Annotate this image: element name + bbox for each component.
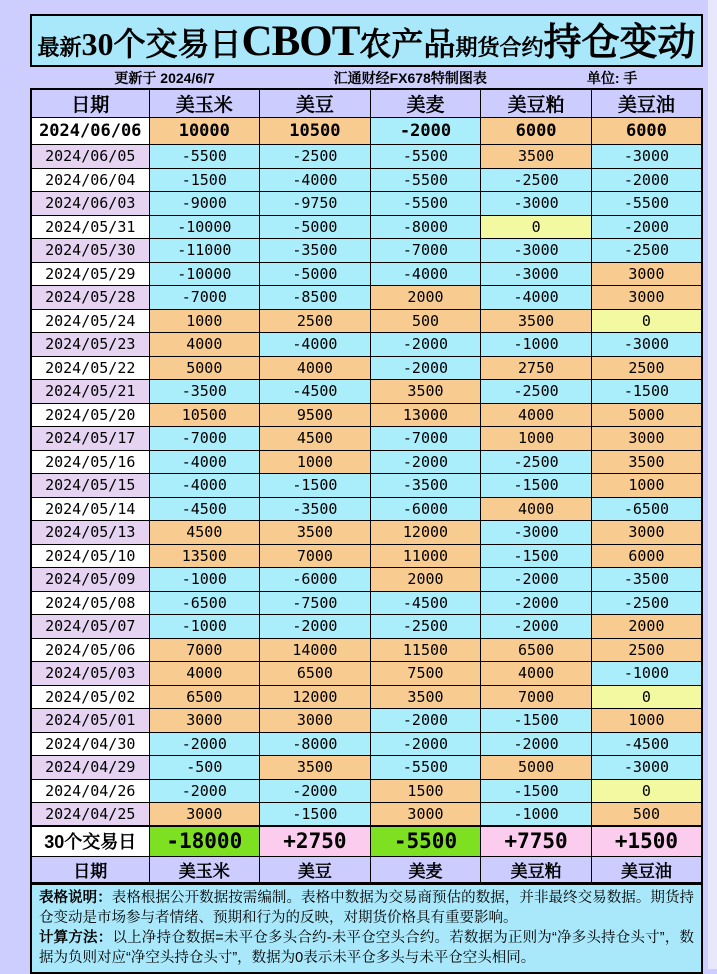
title-part: 农产品 [359,26,456,62]
footer-column-header-date: 日期 [31,856,149,883]
table-row [31,215,702,239]
value-cell: -7000 [149,427,260,451]
value-cell: 3500 [481,309,592,333]
value-cell: 2500 [591,638,702,662]
table-row [31,118,702,145]
date-cell: 2024/05/20 [31,403,149,427]
value-cell: -1000 [149,568,260,592]
value-cell: 4000 [149,333,260,357]
date-cell: 2024/05/06 [31,638,149,662]
value-cell: 3000 [149,803,260,827]
date-cell: 2024/06/03 [31,192,149,216]
date-cell: 2024/05/29 [31,262,149,286]
value-cell: -2000 [260,615,371,639]
value-cell: -10000 [149,262,260,286]
value-cell: -2500 [481,450,592,474]
value-cell: -2000 [260,779,371,803]
value-cell: 6000 [591,118,702,145]
value-cell: 6000 [591,544,702,568]
value-cell: 1000 [481,427,592,451]
date-cell: 2024/05/17 [31,427,149,451]
value-cell: -2500 [591,591,702,615]
updated-label: 更新于 2024/6/7 [114,69,215,86]
value-cell: 10500 [149,403,260,427]
value-cell: 4000 [481,662,592,686]
summary-value-cell: -18000 [149,826,260,856]
table-row [31,685,702,709]
value-cell: -500 [149,756,260,780]
positions-table [30,88,703,884]
header-row [31,89,702,118]
value-cell: 12000 [370,521,481,545]
subtitle-row [30,67,703,88]
table-row [31,403,702,427]
value-cell: -2500 [481,168,592,192]
table-row [31,450,702,474]
value-cell: -4000 [370,262,481,286]
value-cell: -8000 [260,732,371,756]
footer-column-header: 美麦 [370,856,481,883]
value-cell: -2000 [370,333,481,357]
value-cell: -3000 [481,262,592,286]
value-cell: -1500 [591,380,702,404]
value-cell: -11000 [149,239,260,263]
value-cell: -2000 [370,732,481,756]
value-cell: 1000 [591,474,702,498]
summary-value-cell: +2750 [260,826,371,856]
note2-text: 以上净持仓数据=未平仓多头合约-未平仓空头合约。若数据为正则为“净多头持仓头寸”，数据为负则对应“净空头持仓头寸”，数据为0表示未平仓多头与未平仓空头相同。 [39,929,695,966]
summary-row [31,826,702,856]
value-cell: 5000 [149,356,260,380]
date-cell: 2024/05/09 [31,568,149,592]
table-row [31,803,702,827]
value-cell: -10000 [149,215,260,239]
table-description [39,888,694,928]
footer-header-row [31,856,702,883]
value-cell: -1000 [591,662,702,686]
value-cell: -2000 [149,779,260,803]
value-cell: 1000 [149,309,260,333]
value-cell: -6500 [591,497,702,521]
value-cell: 7000 [149,638,260,662]
value-cell: 2000 [370,286,481,310]
value-cell: -1000 [149,615,260,639]
value-cell: -3500 [591,568,702,592]
value-cell: -3500 [260,239,371,263]
column-header: 美豆粕 [481,89,592,118]
summary-value-cell: -5500 [370,826,481,856]
page-edge-strip [708,0,717,969]
value-cell: -3500 [370,474,481,498]
value-cell: -2000 [370,450,481,474]
value-cell: 3000 [591,286,702,310]
value-cell: -6500 [149,591,260,615]
date-cell: 2024/05/24 [31,309,149,333]
value-cell: -2000 [591,168,702,192]
value-cell: -2000 [481,591,592,615]
value-cell: -2500 [260,145,371,169]
value-cell: 3500 [591,450,702,474]
note2-label: 计算方法： [39,929,113,946]
value-cell: -1000 [481,803,592,827]
value-cell: 500 [370,309,481,333]
value-cell: 3000 [591,427,702,451]
value-cell: 3500 [260,756,371,780]
value-cell: 6500 [149,685,260,709]
summary-value-cell: +7750 [481,826,592,856]
value-cell: 2000 [370,568,481,592]
value-cell: -3000 [481,521,592,545]
footer-column-header: 美豆油 [591,856,702,883]
date-cell: 2024/04/29 [31,756,149,780]
title-part: 最新 [37,35,82,60]
column-header: 美玉米 [149,89,260,118]
table-row [31,262,702,286]
column-header: 美豆油 [591,89,702,118]
footer-column-header: 美玉米 [149,856,260,883]
value-cell: 3500 [260,521,371,545]
value-cell: -2000 [370,709,481,733]
value-cell: -3500 [149,380,260,404]
value-cell: -3500 [260,497,371,521]
value-cell: 13000 [370,403,481,427]
value-cell: 4500 [260,427,371,451]
value-cell: 500 [591,803,702,827]
value-cell: -8000 [370,215,481,239]
value-cell: -4000 [260,168,371,192]
table-row [31,521,702,545]
column-header: 美麦 [370,89,481,118]
date-cell: 2024/06/05 [31,145,149,169]
date-cell: 2024/05/08 [31,591,149,615]
value-cell: 12000 [260,685,371,709]
date-cell: 2024/05/02 [31,685,149,709]
value-cell: -4500 [149,497,260,521]
table-row [31,779,702,803]
date-cell: 2024/05/01 [31,709,149,733]
table-row [31,333,702,357]
value-cell: 4000 [481,403,592,427]
value-cell: 3500 [370,380,481,404]
value-cell: 1000 [260,450,371,474]
value-cell: 3000 [591,521,702,545]
table-body [31,118,702,827]
date-cell: 2024/04/30 [31,732,149,756]
value-cell: 3500 [481,145,592,169]
title-part: 持仓变动 [543,22,696,64]
table-row [31,192,702,216]
value-cell: -2500 [481,380,592,404]
date-cell: 2024/05/21 [31,380,149,404]
value-cell: -6000 [260,568,371,592]
date-cell: 2024/05/13 [31,521,149,545]
value-cell: 14000 [260,638,371,662]
value-cell: 6500 [260,662,371,686]
table-row [31,638,702,662]
date-cell: 2024/06/04 [31,168,149,192]
summary-value-cell: +1500 [591,826,702,856]
value-cell: 6500 [481,638,592,662]
page-title [30,14,703,67]
table-row [31,427,702,451]
value-cell: -2000 [481,615,592,639]
value-cell: -1500 [481,474,592,498]
unit-label: 单位: 手 [586,69,638,86]
value-cell: -2000 [591,215,702,239]
value-cell: 2500 [260,309,371,333]
footer-column-header: 美豆 [260,856,371,883]
value-cell: 11000 [370,544,481,568]
source-label: 汇通财经FX678特制图表 [333,69,487,86]
notes-box [30,884,703,974]
value-cell: -3000 [591,333,702,357]
date-cell: 2024/05/22 [31,356,149,380]
value-cell: 2500 [591,356,702,380]
date-cell: 2024/05/28 [31,286,149,310]
value-cell: -2500 [591,239,702,263]
table-row [31,544,702,568]
value-cell: -5500 [370,168,481,192]
table-row [31,356,702,380]
value-cell: -1500 [260,474,371,498]
date-cell: 2024/05/14 [31,497,149,521]
table-row [31,732,702,756]
value-cell: -3000 [481,239,592,263]
table-row [31,309,702,333]
value-cell: -7000 [370,239,481,263]
value-cell: -2500 [370,615,481,639]
value-cell: -8500 [260,286,371,310]
value-cell: -4500 [260,380,371,404]
date-cell: 2024/05/31 [31,215,149,239]
value-cell: 5000 [591,403,702,427]
table-row [31,380,702,404]
value-cell: 3500 [370,685,481,709]
content-area [30,14,703,974]
value-cell: 2000 [591,615,702,639]
table-row [31,497,702,521]
summary-label: 30个交易日 [31,826,149,856]
value-cell: -5500 [370,145,481,169]
value-cell: -1500 [481,709,592,733]
value-cell: -1500 [260,803,371,827]
value-cell: -2000 [481,732,592,756]
date-cell: 2024/05/23 [31,333,149,357]
table-row [31,709,702,733]
title-part: 30个交易日 [81,26,242,62]
date-cell: 2024/04/26 [31,779,149,803]
date-cell: 2024/05/30 [31,239,149,263]
value-cell: 9500 [260,403,371,427]
value-cell: -4500 [591,732,702,756]
column-header-date: 日期 [31,89,149,118]
table-row [31,145,702,169]
value-cell: 7000 [481,685,592,709]
note1-text: 表格根据公开数据按需编制。表格中数据为交易商预估的数据，并非最终交易数据。期货持仓变动是市场参与者情绪、预期和行为的反映，对期货价格具有重要影响。 [39,889,695,926]
value-cell: -2000 [370,356,481,380]
value-cell: 2750 [481,356,592,380]
value-cell: 1000 [591,709,702,733]
value-cell: -1500 [481,779,592,803]
value-cell: -4000 [149,450,260,474]
value-cell: -4000 [149,474,260,498]
calculation-method [39,928,694,968]
value-cell: -5500 [591,192,702,216]
value-cell: -1500 [481,544,592,568]
value-cell: 11500 [370,638,481,662]
value-cell: -2000 [370,118,481,145]
value-cell: -4000 [260,333,371,357]
value-cell: 4000 [149,662,260,686]
value-cell: 10500 [260,118,371,145]
value-cell: -7000 [149,286,260,310]
value-cell: 0 [591,779,702,803]
value-cell: -5500 [370,192,481,216]
value-cell: -5500 [149,145,260,169]
value-cell: -6000 [370,497,481,521]
value-cell: 5000 [481,756,592,780]
value-cell: 4000 [481,497,592,521]
table-header [31,89,702,118]
footer-column-header: 美豆粕 [481,856,592,883]
date-cell: 2024/05/07 [31,615,149,639]
value-cell: -5000 [260,215,371,239]
table-footer [31,826,702,883]
table-row [31,662,702,686]
table-row [31,568,702,592]
value-cell: -4000 [481,286,592,310]
title-part: CBOT [241,18,360,65]
value-cell: 0 [591,685,702,709]
value-cell: 10000 [149,118,260,145]
title-part: 期货合约 [455,35,544,60]
value-cell: 4000 [260,356,371,380]
value-cell: -3000 [591,145,702,169]
date-cell: 2024/05/15 [31,474,149,498]
note1-label: 表格说明： [39,889,112,906]
table-row [31,286,702,310]
value-cell: -5000 [260,262,371,286]
value-cell: 7500 [370,662,481,686]
table-row [31,168,702,192]
date-cell: 2024/06/06 [31,118,149,145]
date-cell: 2024/05/16 [31,450,149,474]
table-row [31,756,702,780]
value-cell: 7000 [260,544,371,568]
table-row [31,615,702,639]
value-cell: 0 [591,309,702,333]
value-cell: 3000 [591,262,702,286]
table-row [31,239,702,263]
date-cell: 2024/04/25 [31,803,149,827]
value-cell: -1500 [149,168,260,192]
value-cell: -9750 [260,192,371,216]
value-cell: 4500 [149,521,260,545]
value-cell: 3000 [370,803,481,827]
table-row [31,474,702,498]
table-row [31,591,702,615]
value-cell: 6000 [481,118,592,145]
value-cell: -4500 [370,591,481,615]
value-cell: 3000 [149,709,260,733]
value-cell: 1500 [370,779,481,803]
value-cell: -3000 [591,756,702,780]
date-cell: 2024/05/03 [31,662,149,686]
value-cell: -2000 [481,568,592,592]
value-cell: 13500 [149,544,260,568]
value-cell: -9000 [149,192,260,216]
value-cell: -7500 [260,591,371,615]
value-cell: -2000 [149,732,260,756]
value-cell: -7000 [370,427,481,451]
value-cell: -3000 [481,192,592,216]
date-cell: 2024/05/10 [31,544,149,568]
value-cell: -5500 [370,756,481,780]
value-cell: 0 [481,215,592,239]
column-header: 美豆 [260,89,371,118]
value-cell: 3000 [260,709,371,733]
value-cell: -1000 [481,333,592,357]
